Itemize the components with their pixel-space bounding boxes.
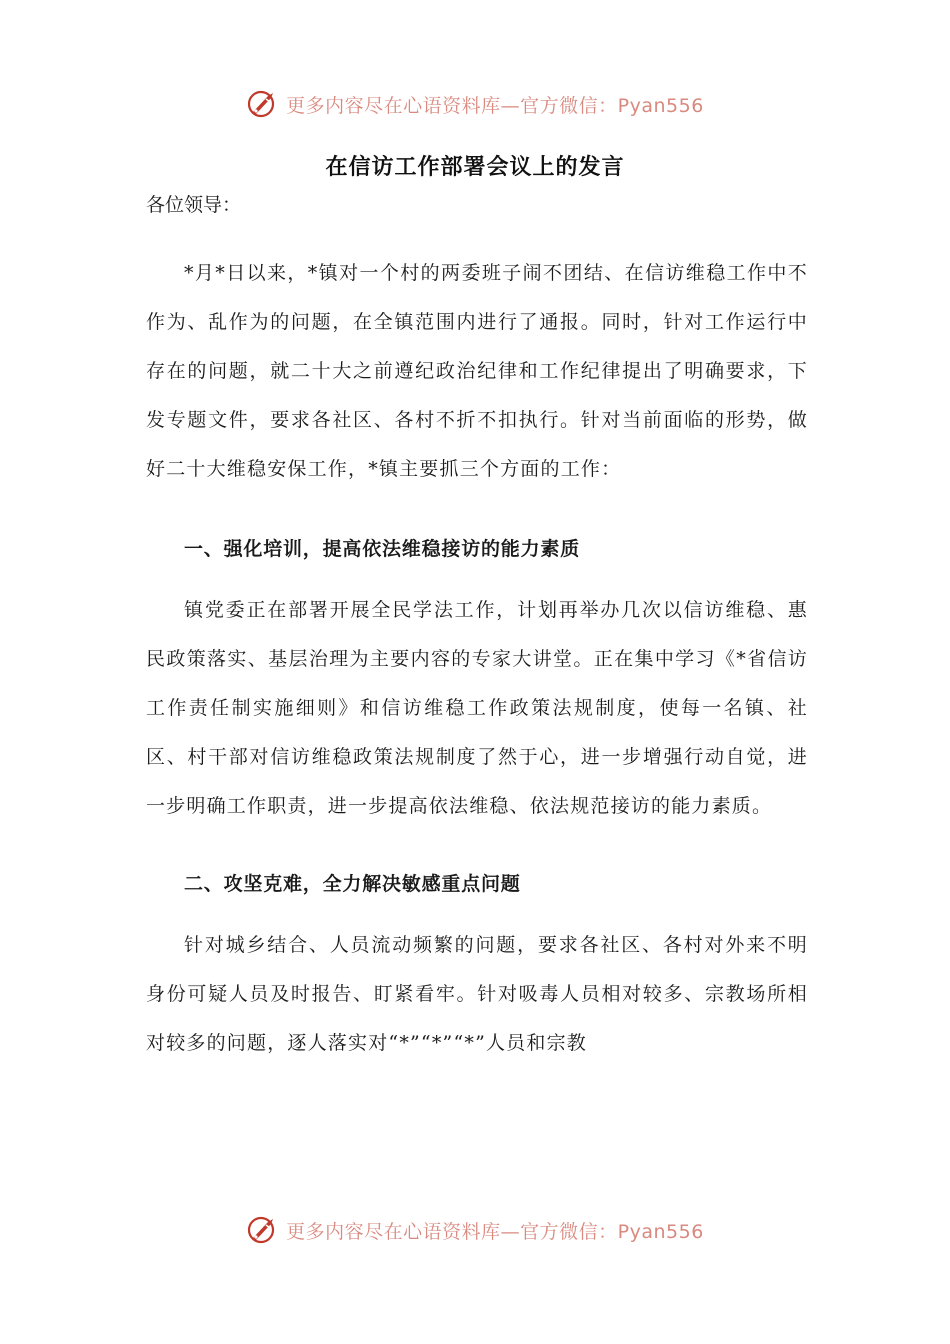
section-heading-1: 一、强化培训，提高依法维稳接访的能力素质 [184,538,581,560]
watermark-wechat-id: Pyan556 [617,1220,704,1243]
watermark-text: 更多内容尽在心语资料库—官方微信：Pyan556 [286,1220,704,1243]
paragraph-3: 针对城乡结合、人员流动频繁的问题，要求各社区、各村对外来不明身份可疑人员及时报告、盯紧看牢。针对吸毒人员相对较多、宗教场所相对较多的问题，逐人落实对“*”“*”“*”人员和宗教 [146,934,808,1054]
salutation: 各位领导： [146,194,242,216]
paragraph-2: 镇党委正在部署开展全民学法工作，计划再举办几次以信访维稳、惠民政策落实、基层治理为主要内容的专家大讲堂。正在集中学习《*省信访工作责任制实施细则》和信访维稳工作政策法规制度，使每一名镇、社区、村干部对信访维稳政策法规制度了然于心，进一步增强行动自觉，进一步明确工作职责，进一步提高依法维稳、依法规范接访的能力素质。 [146,599,808,817]
paragraph-1: *月*日以来，*镇对一个村的两委班子闹不团结、在信访维稳工作中不作为、乱作为的问题，在全镇范围内进行了通报。同时，针对工作运行中存在的问题，就二十大之前遵纪政治纪律和工作纪律提出了明确要求，下发专题文件，要求各社区、各村不折不扣执行。针对当前面临的形势，做好二十大维稳安保工作，*镇主要抓三个方面的工作： [146,262,808,480]
watermark-wechat-id: Pyan556 [617,94,704,117]
document-body [146,188,808,1068]
watermark-footer [0,1208,950,1252]
watermark-header [0,82,950,126]
pen-nib-circle-icon [246,87,280,121]
section-heading-2: 二、攻坚克难，全力解决敏感重点问题 [184,873,521,895]
document-title: 在信访工作部署会议上的发言 [325,155,625,180]
pen-nib-circle-icon [246,1213,280,1247]
watermark-text: 更多内容尽在心语资料库—官方微信：Pyan556 [286,94,704,117]
